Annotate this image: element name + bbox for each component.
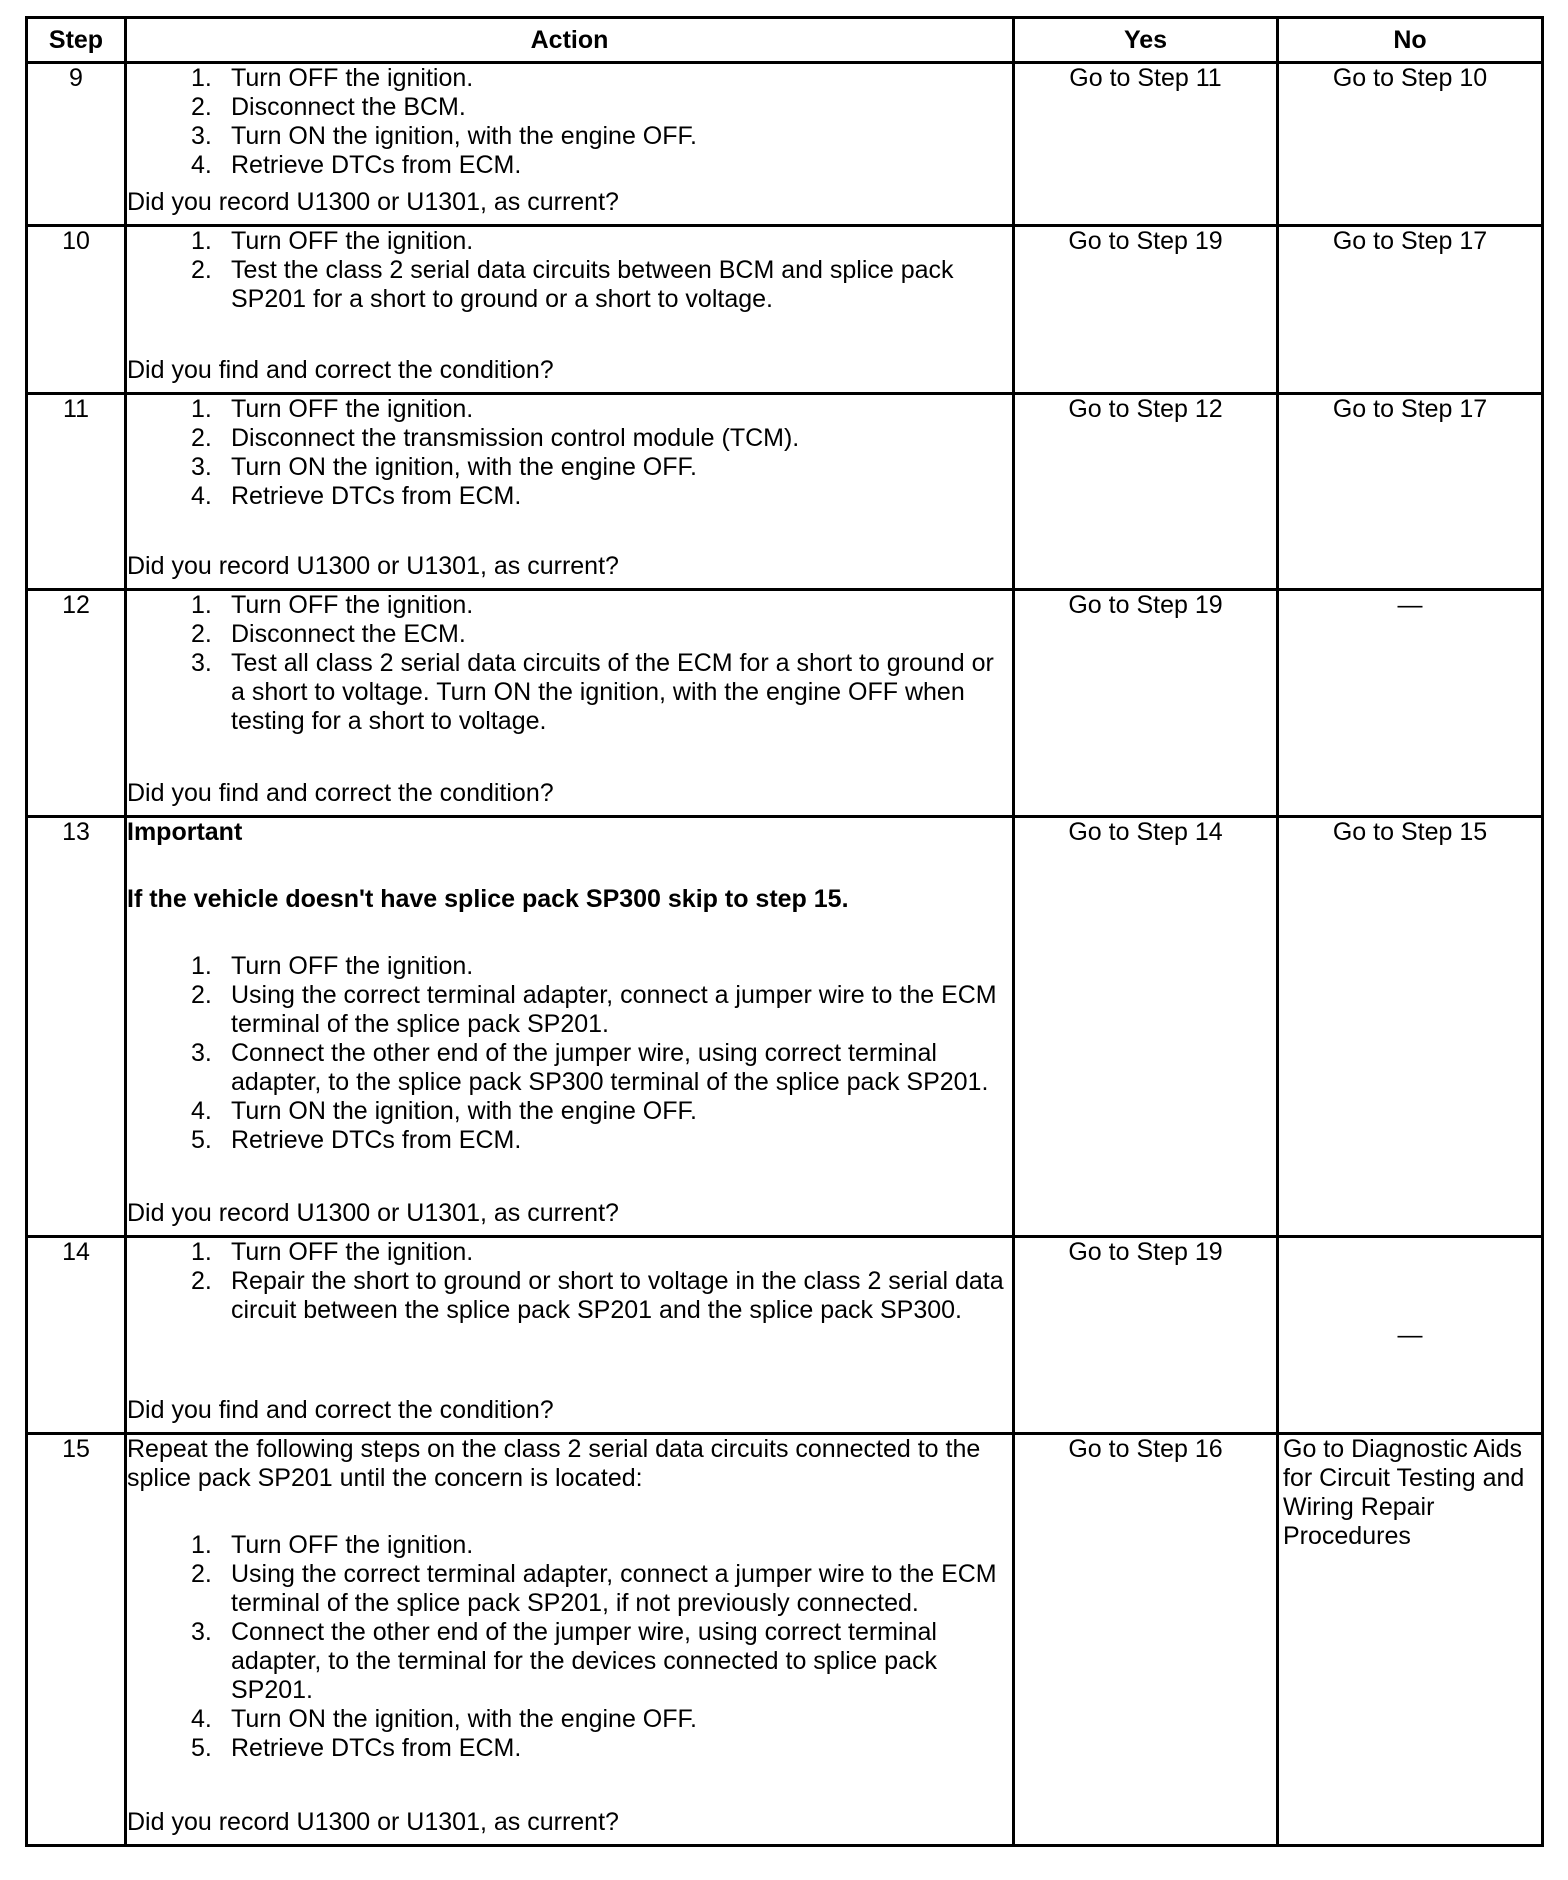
- header-row: [27, 18, 1543, 63]
- list-item: 4. Retrieve DTCs from ECM.: [191, 151, 522, 179]
- step-number: 12: [27, 590, 126, 817]
- yes-result: Go to Step 19: [1014, 590, 1278, 817]
- list-item: 2. Disconnect the transmission control module (TCM).: [191, 424, 800, 452]
- list-item: 1. Turn OFF the ignition.: [191, 227, 474, 255]
- action-list: [127, 1238, 1012, 1325]
- list-item: 1. Turn OFF the ignition.: [191, 1531, 474, 1559]
- action-list: [127, 952, 1012, 1155]
- no-result: Go to Diagnostic Aids for Circuit Testing and Wiring Repair Procedures: [1278, 1434, 1543, 1846]
- yes-result: Go to Step 19: [1014, 226, 1278, 394]
- list-item: 2. Repair the short to ground or short to voltage in the class 2 serial data circuit between the splice pack SP201 and the splice pack SP300.: [191, 1267, 1004, 1324]
- list-item: 2. Disconnect the ECM.: [191, 620, 466, 648]
- action-cell: [126, 226, 1014, 394]
- list-item: 3. Connect the other end of the jumper wire, using correct terminal adapter, to the terminal for the devices connected to splice pack SP201.: [191, 1618, 937, 1704]
- list-item: 5. Retrieve DTCs from ECM.: [191, 1126, 522, 1154]
- list-item: 3. Connect the other end of the jumper wire, using correct terminal adapter, to the splice pack SP300 terminal of the splice pack SP201.: [191, 1039, 989, 1096]
- question-text: Did you find and correct the condition?: [127, 779, 554, 807]
- list-item: 1. Turn OFF the ignition.: [191, 952, 474, 980]
- no-result: —: [1278, 1237, 1543, 1434]
- list-item: 4. Turn ON the ignition, with the engine OFF.: [191, 1705, 697, 1733]
- no-result: —: [1278, 590, 1543, 817]
- step-number: 11: [27, 394, 126, 590]
- step-number: 13: [27, 817, 126, 1237]
- list-item: 4. Retrieve DTCs from ECM.: [191, 482, 522, 510]
- step-number: 9: [27, 63, 126, 226]
- table-row: [27, 226, 1543, 394]
- step-number: 10: [27, 226, 126, 394]
- yes-result: Go to Step 14: [1014, 817, 1278, 1237]
- list-item: 5. Retrieve DTCs from ECM.: [191, 1734, 522, 1762]
- list-item: 3. Test all class 2 serial data circuits of the ECM for a short to ground or a short to voltage. Turn ON the ignition, with the engine OFF when testing for a short to voltage.: [191, 649, 994, 735]
- action-cell: [126, 63, 1014, 226]
- intro-text: Repeat the following steps on the class 2 serial data circuits connected to the splice pack SP201 until the concern is located:: [127, 1435, 981, 1492]
- table-row: [27, 817, 1543, 1237]
- list-item: 2. Using the correct terminal adapter, connect a jumper wire to the ECM terminal of the splice pack SP201.: [191, 981, 997, 1038]
- no-result: Go to Step 15: [1278, 817, 1543, 1237]
- yes-result: Go to Step 11: [1014, 63, 1278, 226]
- yes-result: Go to Step 19: [1014, 1237, 1278, 1434]
- action-cell: [126, 817, 1014, 1237]
- list-item: 3. Turn ON the ignition, with the engine OFF.: [191, 453, 697, 481]
- action-list: [127, 1531, 1012, 1763]
- list-item: 1. Turn OFF the ignition.: [191, 1238, 474, 1266]
- action-list: [127, 64, 1012, 180]
- no-result: Go to Step 17: [1278, 394, 1543, 590]
- list-item: 1. Turn OFF the ignition.: [191, 64, 474, 92]
- table-row: [27, 63, 1543, 226]
- question-text: Did you record U1300 or U1301, as current?: [127, 552, 619, 580]
- list-item: 3. Turn ON the ignition, with the engine OFF.: [191, 122, 697, 150]
- table-row: [27, 1237, 1543, 1434]
- table-row: [27, 394, 1543, 590]
- table-row: [27, 1434, 1543, 1846]
- list-item: 1. Turn OFF the ignition.: [191, 591, 474, 619]
- action-cell: [126, 1237, 1014, 1434]
- question-text: Did you record U1300 or U1301, as current?: [127, 1808, 619, 1836]
- header-action: Action: [126, 18, 1014, 63]
- yes-result: Go to Step 16: [1014, 1434, 1278, 1846]
- action-list: [127, 591, 1012, 736]
- question-text: Did you find and correct the condition?: [127, 356, 554, 384]
- list-item: 2. Using the correct terminal adapter, connect a jumper wire to the ECM terminal of the splice pack SP201, if not previously connected.: [191, 1560, 997, 1617]
- table-row: [27, 590, 1543, 817]
- header-yes: Yes: [1014, 18, 1278, 63]
- yes-result: Go to Step 12: [1014, 394, 1278, 590]
- step-number: 14: [27, 1237, 126, 1434]
- action-cell: [126, 590, 1014, 817]
- header-no: No: [1278, 18, 1543, 63]
- list-item: 2. Test the class 2 serial data circuits between BCM and splice pack SP201 for a short to ground or a short to voltage.: [191, 256, 954, 313]
- list-item: 2. Disconnect the BCM.: [191, 93, 466, 121]
- no-result: Go to Step 10: [1278, 63, 1543, 226]
- question-text: Did you record U1300 or U1301, as current?: [127, 188, 619, 216]
- list-item: 1. Turn OFF the ignition.: [191, 395, 474, 423]
- question-text: Did you find and correct the condition?: [127, 1396, 554, 1424]
- list-item: 4. Turn ON the ignition, with the engine OFF.: [191, 1097, 697, 1125]
- header-step: Step: [27, 18, 126, 63]
- diagnostic-table: [25, 16, 1544, 1847]
- step-number: 15: [27, 1434, 126, 1846]
- important-note: If the vehicle doesn't have splice pack SP300 skip to step 15.: [127, 885, 849, 913]
- action-list: [127, 395, 1012, 511]
- no-result: Go to Step 17: [1278, 226, 1543, 394]
- action-list: [127, 227, 1012, 314]
- question-text: Did you record U1300 or U1301, as current?: [127, 1199, 619, 1227]
- important-label: Important: [127, 818, 243, 846]
- action-cell: [126, 1434, 1014, 1846]
- action-cell: [126, 394, 1014, 590]
